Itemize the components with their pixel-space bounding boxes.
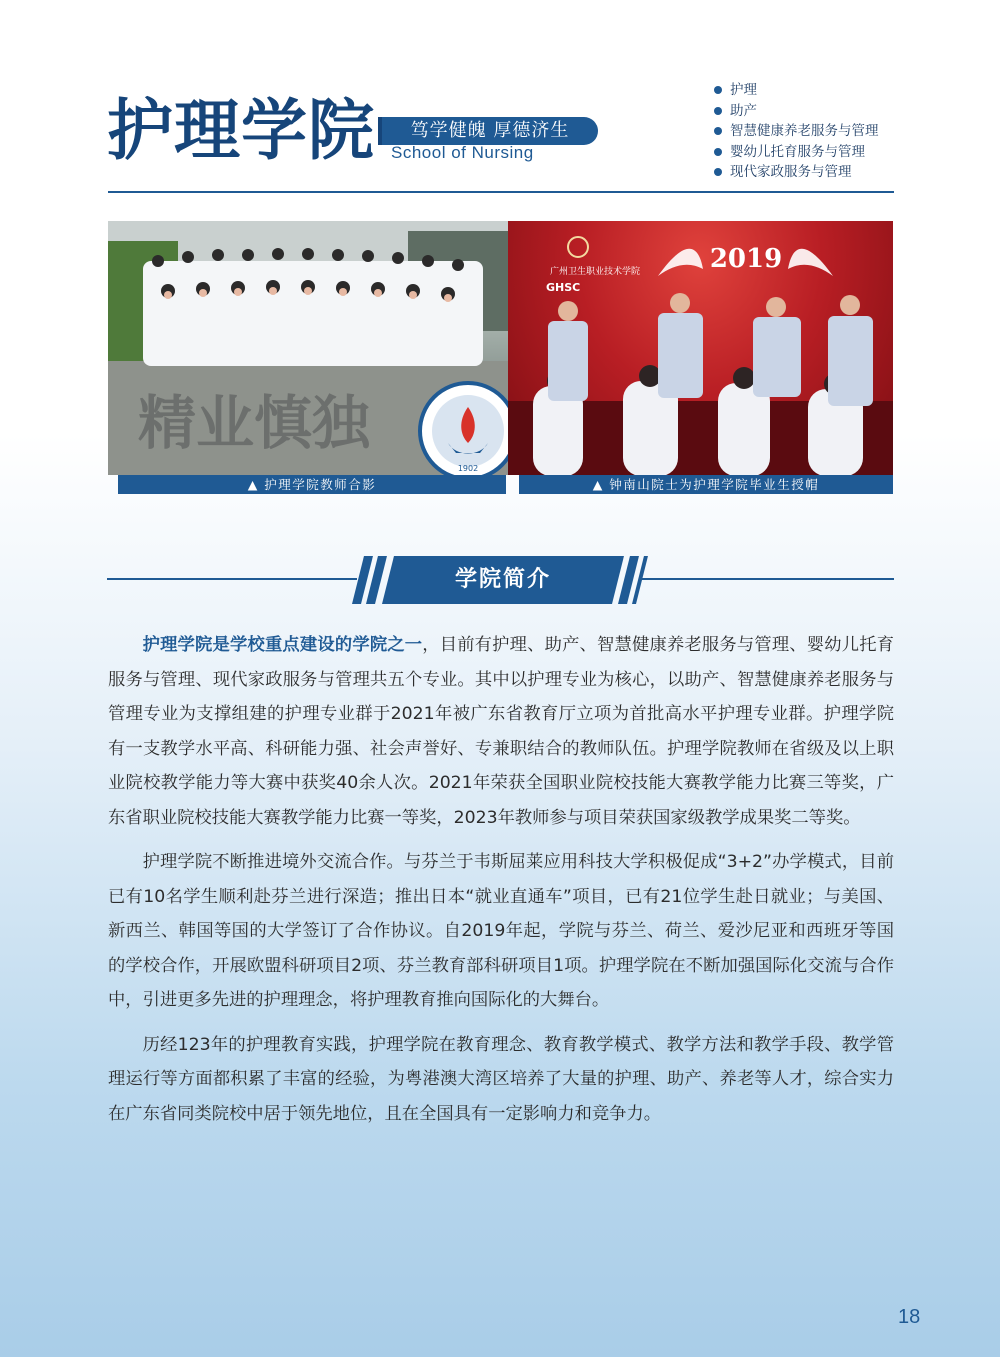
right-photo-caption: ▲ 钟南山院士为护理学院毕业生授帽 <box>519 475 893 494</box>
bullet-icon <box>714 107 722 115</box>
bullet-icon <box>714 168 722 176</box>
introduction-text <box>108 628 894 1141</box>
college-title: 护理学院 <box>107 91 375 169</box>
highlight-text: 护理学院是学校重点建设的学院之一 <box>142 635 423 655</box>
major-item: 助产 <box>712 101 879 122</box>
paragraph <box>108 628 894 835</box>
bullet-icon <box>714 148 722 156</box>
teachers-group-photo <box>108 221 516 475</box>
english-name: School of Nursing <box>391 143 534 162</box>
capping-ceremony-photo <box>508 221 893 475</box>
paragraph: 历经123年的护理教育实践，护理学院在教育理念、教育教学模式、教学方法和教学手段、教学管理运行等方面都积累了丰富的经验，为粤港澳大湾区培养了大量的护理、助产、养老等人才，综合实力在广东省同类院校中居于领先地位，且在全国具有一定影响力和竞争力。 <box>108 1034 894 1124</box>
paragraph-text: ，目前有护理、助产、智慧健康养老服务与管理、婴幼儿托育服务与管理、现代家政服务与管理共五个专业。其中以护理专业为核心，以助产、智慧健康养老服务与管理专业为支撑组建的护理专业群于2021年被广东省教育厅立项为首批高水平护理专业群。护理学院有一支教学水平高、科研能力强、社会声誉好、专兼职结合的教师队伍。护理学院教师在省级及以上职业院校教学能力等大赛中获奖40余人次。2021年荣获全国职业院校技能大赛教学能力比赛三等奖，广东省职业院校技能大赛教学能力比赛一等奖，2023年教师参与项目荣获国家级教学成果奖二等奖。 <box>108 635 894 828</box>
motto-badge: 笃学健魄 厚德济生 <box>382 117 598 145</box>
major-item: 护理 <box>712 80 879 101</box>
major-item: 智慧健康养老服务与管理 <box>712 121 879 142</box>
section-title: 学院简介 <box>454 567 551 592</box>
motto-sculpture-text: 精业慎独 <box>138 389 371 457</box>
bullet-icon <box>714 127 722 135</box>
seal-year: 1902 <box>457 464 479 473</box>
section-rule-right <box>642 578 894 580</box>
left-photo-caption: ▲ 护理学院教师合影 <box>118 475 506 494</box>
banner-abbr: GHSC <box>546 281 581 294</box>
majors-list <box>712 80 879 183</box>
page-header <box>0 0 1000 200</box>
page-number: 18 <box>898 1306 921 1328</box>
major-item: 现代家政服务与管理 <box>712 162 879 183</box>
banner-year: 2019 <box>709 244 783 274</box>
banner-school-name: 广州卫生职业技术学院 <box>550 267 641 277</box>
header-divider <box>108 191 894 193</box>
ceremony-photo-illustration <box>508 221 893 475</box>
section-rule-left <box>107 578 357 580</box>
bullet-icon <box>714 86 722 94</box>
major-item: 婴幼儿托育服务与管理 <box>712 142 879 163</box>
paragraph: 护理学院不断推进境外交流合作。与芬兰于韦斯屈莱应用科技大学积极促成“3+2”办学模式，目前已有10名学生顺利赴芬兰进行深造；推出日本“就业直通车”项目，已有21位学生赴日就业；与美国、新西兰、韩国等国的大学签订了合作协议。自2019年起，学院与芬兰、荷兰、爱沙尼亚和西班牙等国的学校合作，开展欧盟科研项目2项、芬兰教育部科研项目1项。护理学院在不断加强国际化交流与合作中，引进更多先进的护理理念，将护理教育推向国际化的大舞台。 <box>108 852 894 1010</box>
group-photo-illustration <box>108 221 516 475</box>
